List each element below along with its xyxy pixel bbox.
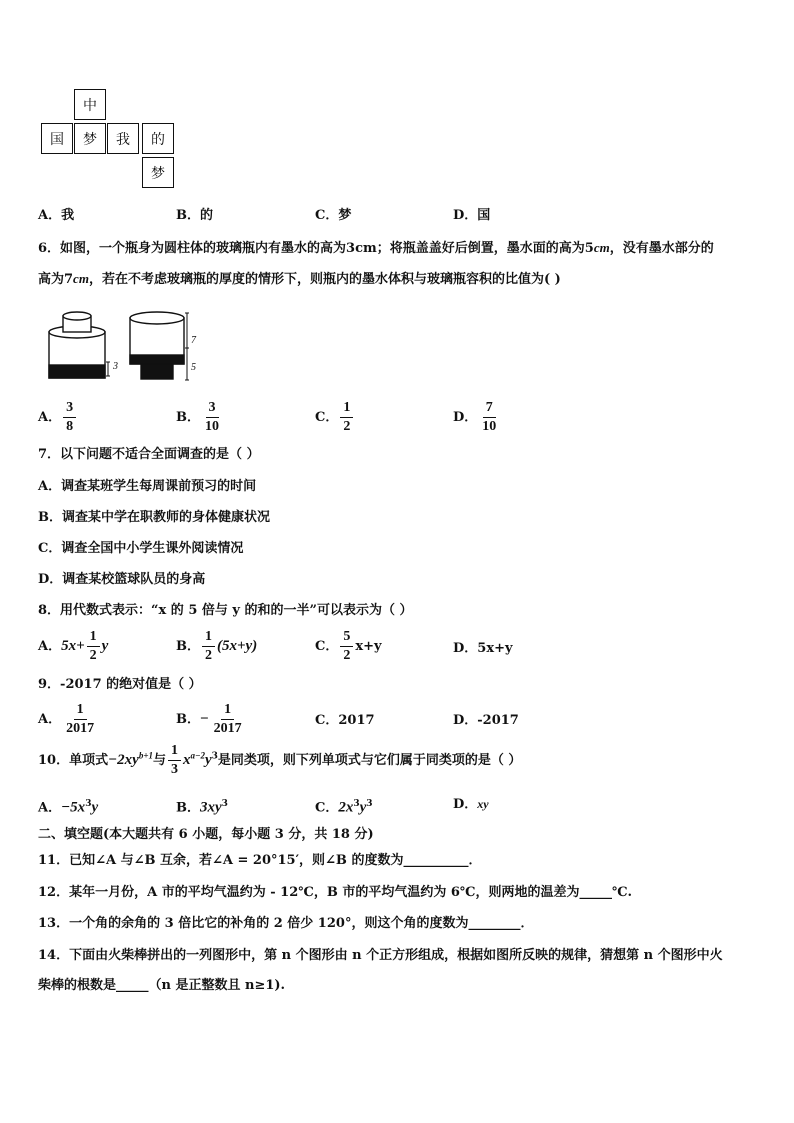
- net-cell-row-3: 我: [107, 123, 139, 154]
- bottle-upright: [49, 312, 105, 378]
- q5-option-a: A．我: [38, 208, 75, 223]
- fig-label-3: 3: [113, 361, 118, 372]
- q10-option-a: A．$-5x^3y$: [38, 799, 99, 816]
- fig-label-7: 7: [191, 335, 196, 346]
- q6-stem-line1: 6．如图，一个瓶身为圆柱体的玻璃瓶内有墨水的高为3cm；将瓶盖盖好后倒置，墨水面的高为5cm，没有墨水部分的: [38, 240, 714, 256]
- net-cell-bottom: 梦: [142, 157, 174, 188]
- q10-option-b: B．$3xy^3$: [176, 799, 228, 816]
- q10-stem: 10．单项式$-2xy^{b+1}$与 $\frac{1}{3}$ $x^{a-2}y^3$是同类项，则下列单项式与它们属于同类项的是（ ）: [38, 743, 522, 777]
- q9-option-d: D．-2017: [453, 713, 519, 728]
- q14-line1: 14．下面由火柴棒拼出的一列图形中，第 n 个图形由 n 个正方形组成，根据如图所反映的规律，猜想第 n 个图形中火: [38, 948, 723, 963]
- q8-option-c: C． $\frac{5}{2}$ x+y: [315, 629, 382, 663]
- q10-option-c: C．$2x^3y^3$: [315, 799, 373, 816]
- q5-option-b: B．的: [176, 208, 213, 223]
- q12: 12．某年一月份，A 市的平均气温约为 - 12℃，B 市的平均气温约为 6℃，则两地的温差为_____℃.: [38, 885, 633, 900]
- q14-line2: 柴棒的根数是_____（n 是正整数且 n≥1).: [38, 978, 286, 993]
- q9-stem: 9．-2017 的绝对值是（ ）: [38, 677, 202, 692]
- q7-stem: 7．以下问题不适合全面调查的是（ ）: [38, 447, 260, 462]
- q6-stem-line2: 高为7cm，若在不考虑玻璃瓶的厚度的情形下，则瓶内的墨水体积与玻璃瓶容积的比值为( ): [38, 271, 561, 287]
- q8-option-b: B． $\frac{1}{2}$ (5x+y): [176, 629, 258, 663]
- q7-option-d: D．调查某校篮球队员的身高: [38, 572, 206, 587]
- q5-option-d: D．国: [453, 208, 491, 223]
- q7-option-b: B．调查某中学在职教师的身体健康状况: [38, 510, 270, 525]
- q6-option-c: C． $\frac{1}{2}$: [315, 400, 355, 435]
- q7-option-c: C．调查全国中小学生课外阅读情况: [38, 541, 244, 556]
- q6-option-d: D． $\frac{7}{10}$: [453, 400, 497, 434]
- net-cell-top: 中: [74, 89, 106, 120]
- q9-option-b: B．− $\frac{1}{2017}$: [176, 702, 242, 736]
- net-cell-row-4: 的: [142, 123, 174, 154]
- q7-option-a: A．调查某班学生每周课前预习的时间: [38, 479, 257, 494]
- q6-option-a: A． $\frac{3}{8}$: [38, 400, 78, 435]
- section-2-heading: 二、填空题(本大题共有 6 小题，每小题 3 分，共 18 分): [38, 827, 374, 842]
- q9-option-c: C．2017: [315, 713, 375, 728]
- q5-option-c: C．梦: [315, 208, 352, 223]
- q9-option-a: A． $\frac{1}{2017}$: [38, 702, 95, 736]
- fig-label-5: 5: [191, 362, 196, 373]
- q8-option-a: A．5x+ $\frac{1}{2}$ y: [38, 629, 109, 663]
- q6-option-b: B． $\frac{3}{10}$: [176, 400, 219, 434]
- net-cell-row-1: 国: [41, 123, 73, 154]
- q13: 13．一个角的余角的 3 倍比它的补角的 2 倍少 120°，则这个角的度数为________．: [38, 916, 534, 931]
- bottle-inverted: [130, 312, 184, 379]
- q10-option-d: D．xy: [453, 797, 489, 812]
- net-cell-row-2: 梦: [74, 123, 106, 154]
- q11: 11．已知∠A 与∠B 互余，若∠A = 20°15′，则∠B 的度数为__________．: [38, 853, 482, 868]
- q8-option-d: D．5x+y: [453, 641, 513, 656]
- q8-stem: 8．用代数式表示：“x 的 5 倍与 y 的和的一半”可以表示为（ ）: [38, 603, 413, 618]
- bottle-figure: [44, 310, 204, 385]
